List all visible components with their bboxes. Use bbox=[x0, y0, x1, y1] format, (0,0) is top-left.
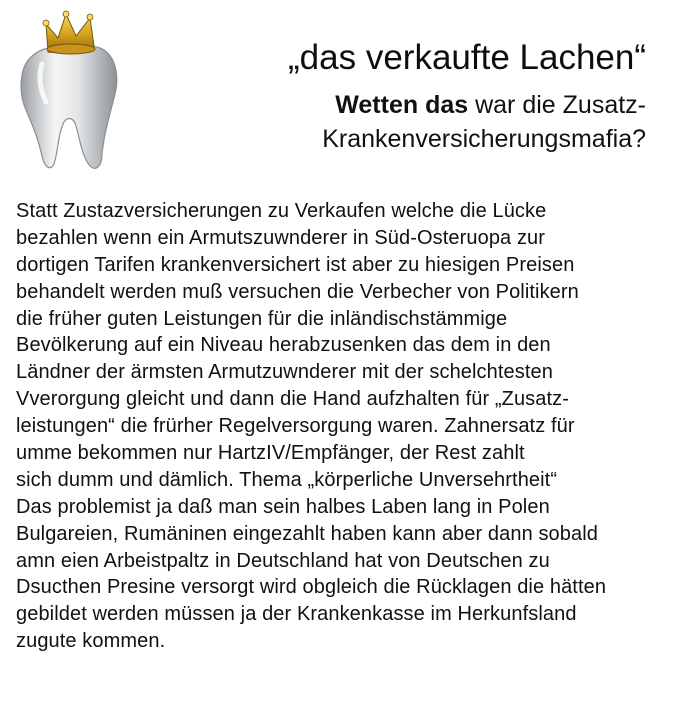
body-line: Bulgareien, Rumäninen eingezahlt haben kann aber dann sobald bbox=[16, 522, 598, 545]
crowned-tooth-icon bbox=[12, 6, 130, 176]
body-line: Vverorgung gleicht und dann die Hand aufzhalten für „Zusatz- bbox=[16, 388, 570, 411]
body-line: zugute kommen. bbox=[16, 630, 166, 653]
subtitle-line-1 bbox=[176, 88, 646, 122]
page-subtitle bbox=[176, 88, 646, 156]
body-line: amn eien Arbeistpaltz in Deutschland hat von Deutschen zu bbox=[16, 549, 550, 572]
body-line: gebildet werden müssen ja der Krankenkasse im Herkunfsland bbox=[16, 603, 577, 626]
body-line: bezahlen wenn ein Armutszuwnderer in Süd-Osteruopa zur bbox=[16, 226, 546, 249]
subtitle-line-2: Krankenversicherungsmafia? bbox=[322, 125, 646, 153]
body-line: behandelt werden muß versuchen die Verbecher von Politikern bbox=[16, 280, 579, 303]
body-line: Bevölkerung auf ein Niveau herabzusenken das dem in den bbox=[16, 334, 551, 357]
subtitle-bold: Wetten das bbox=[335, 91, 469, 119]
header bbox=[176, 38, 646, 156]
body-line: Dsucthen Presine versorgt wird obgleich die Rücklagen die hätten bbox=[16, 576, 607, 599]
body-line: dortigen Tarifen krankenversichert ist aber zu hiesigen Preisen bbox=[16, 253, 575, 276]
page-title: „das verkaufte Lachen“ bbox=[288, 38, 646, 77]
body-line: die früher guten Leistungen für die inländischstämmige bbox=[16, 307, 508, 330]
body-line: leistungen“ die frürher Regelversorgung waren. Zahnersatz für bbox=[16, 415, 575, 438]
body-line: Ländner der ärmsten Armutzuwnderer mit der schelchtesten bbox=[16, 361, 553, 384]
body-line: sich dumm und dämlich. Thema „körperliche Unversehrtheit“ bbox=[16, 468, 558, 491]
body-line: Das problemist ja daß man sein halbes Laben lang in Polen bbox=[16, 495, 550, 518]
body-paragraph bbox=[16, 198, 676, 655]
subtitle-line-1-rest: war die Zusatz- bbox=[468, 91, 646, 119]
body-line: Statt Zustazversicherungen zu Verkaufen welche die Lücke bbox=[16, 200, 547, 222]
body-line: umme bekommen nur HartzIV/Empfänger, der Rest zahlt bbox=[16, 442, 525, 465]
